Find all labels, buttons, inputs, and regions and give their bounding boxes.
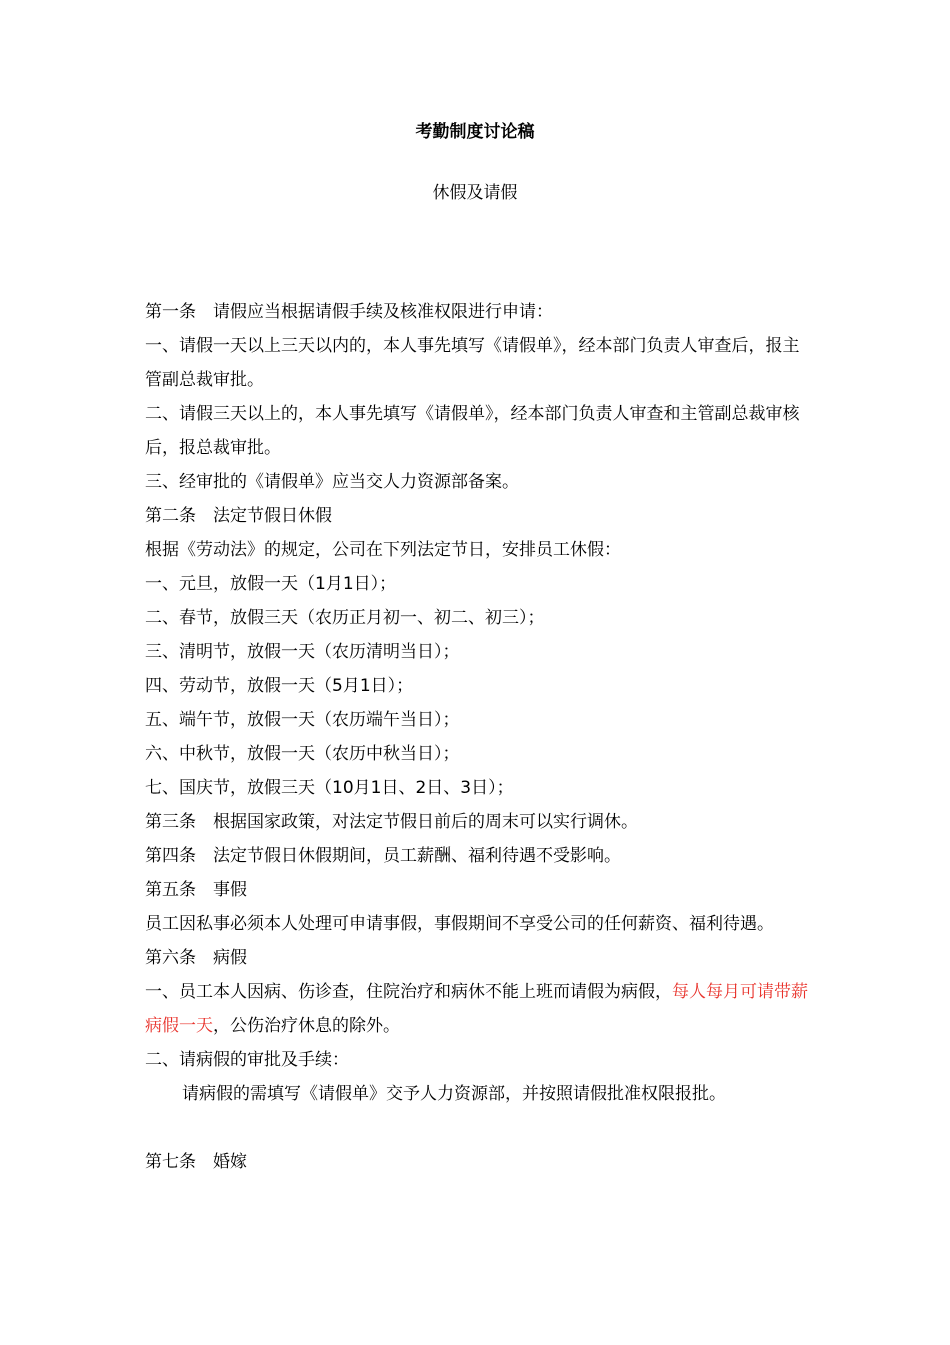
sick-leave-text-end: ，公伤治疗休息的除外。	[213, 1016, 400, 1036]
document-body	[145, 295, 810, 1179]
sick-leave-text-start: 一、员工本人因病、伤诊查，住院治疗和病休不能上班而请假为病假，	[145, 982, 672, 1002]
article-2-heading: 第二条 法定节假日休假	[145, 506, 332, 526]
article-6-item-2: 二、请病假的审批及手续：	[145, 1050, 349, 1070]
holiday-item-1: 一、元旦，放假一天（1月1日）；	[145, 574, 397, 594]
holiday-item-4: 四、劳动节，放假一天（5月1日）；	[145, 676, 414, 696]
holiday-item-2: 二、春节，放假三天（农历正月初一、初二、初三）；	[145, 608, 545, 628]
article-6-procedure: 请病假的需填写《请假单》交予人力资源部，并按照请假批准权限报批。	[182, 1084, 726, 1104]
blank-line	[145, 1111, 810, 1145]
article-7-heading: 第七条 婚嫁	[145, 1152, 247, 1172]
paid-sick-leave-highlight: 每人每月可请带薪病假一天	[145, 982, 808, 1036]
article-1-item-2: 二、请假三天以上的，本人事先填写《请假单》，经本部门负责人审查和主管副总裁审核后，报总裁审批。	[145, 404, 800, 458]
document-subtitle: 休假及请假	[432, 183, 518, 203]
article-3: 第三条 根据国家政策，对法定节假日前后的周末可以实行调休。	[145, 812, 638, 832]
article-5-body: 员工因私事必须本人处理可申请事假，事假期间不享受公司的任何薪资、福利待遇。	[145, 914, 774, 934]
article-2-intro: 根据《劳动法》的规定，公司在下列法定节日，安排员工休假：	[145, 540, 621, 560]
article-1-item-1: 一、请假一天以上三天以内的，本人事先填写《请假单》，经本部门负责人审查后，报主管副总裁审批。	[145, 336, 800, 390]
article-4: 第四条 法定节假日休假期间，员工薪酬、福利待遇不受影响。	[145, 846, 621, 866]
article-6-item-1	[145, 975, 810, 1043]
holiday-item-3: 三、清明节，放假一天（农历清明当日）；	[145, 642, 460, 662]
holiday-item-7: 七、国庆节，放假三天（10月1日、2日、3日）；	[145, 778, 514, 798]
article-1-item-3: 三、经审批的《请假单》应当交人力资源部备案。	[145, 472, 519, 492]
article-5-heading: 第五条 事假	[145, 880, 247, 900]
article-6-heading: 第六条 病假	[145, 948, 247, 968]
article-1-heading: 第一条 请假应当根据请假手续及核准权限进行申请：	[145, 302, 553, 322]
holiday-item-5: 五、端午节，放假一天（农历端午当日）；	[145, 710, 460, 730]
holiday-item-6: 六、中秋节，放假一天（农历中秋当日）；	[145, 744, 460, 764]
document-title: 考勤制度讨论稿	[415, 122, 535, 142]
